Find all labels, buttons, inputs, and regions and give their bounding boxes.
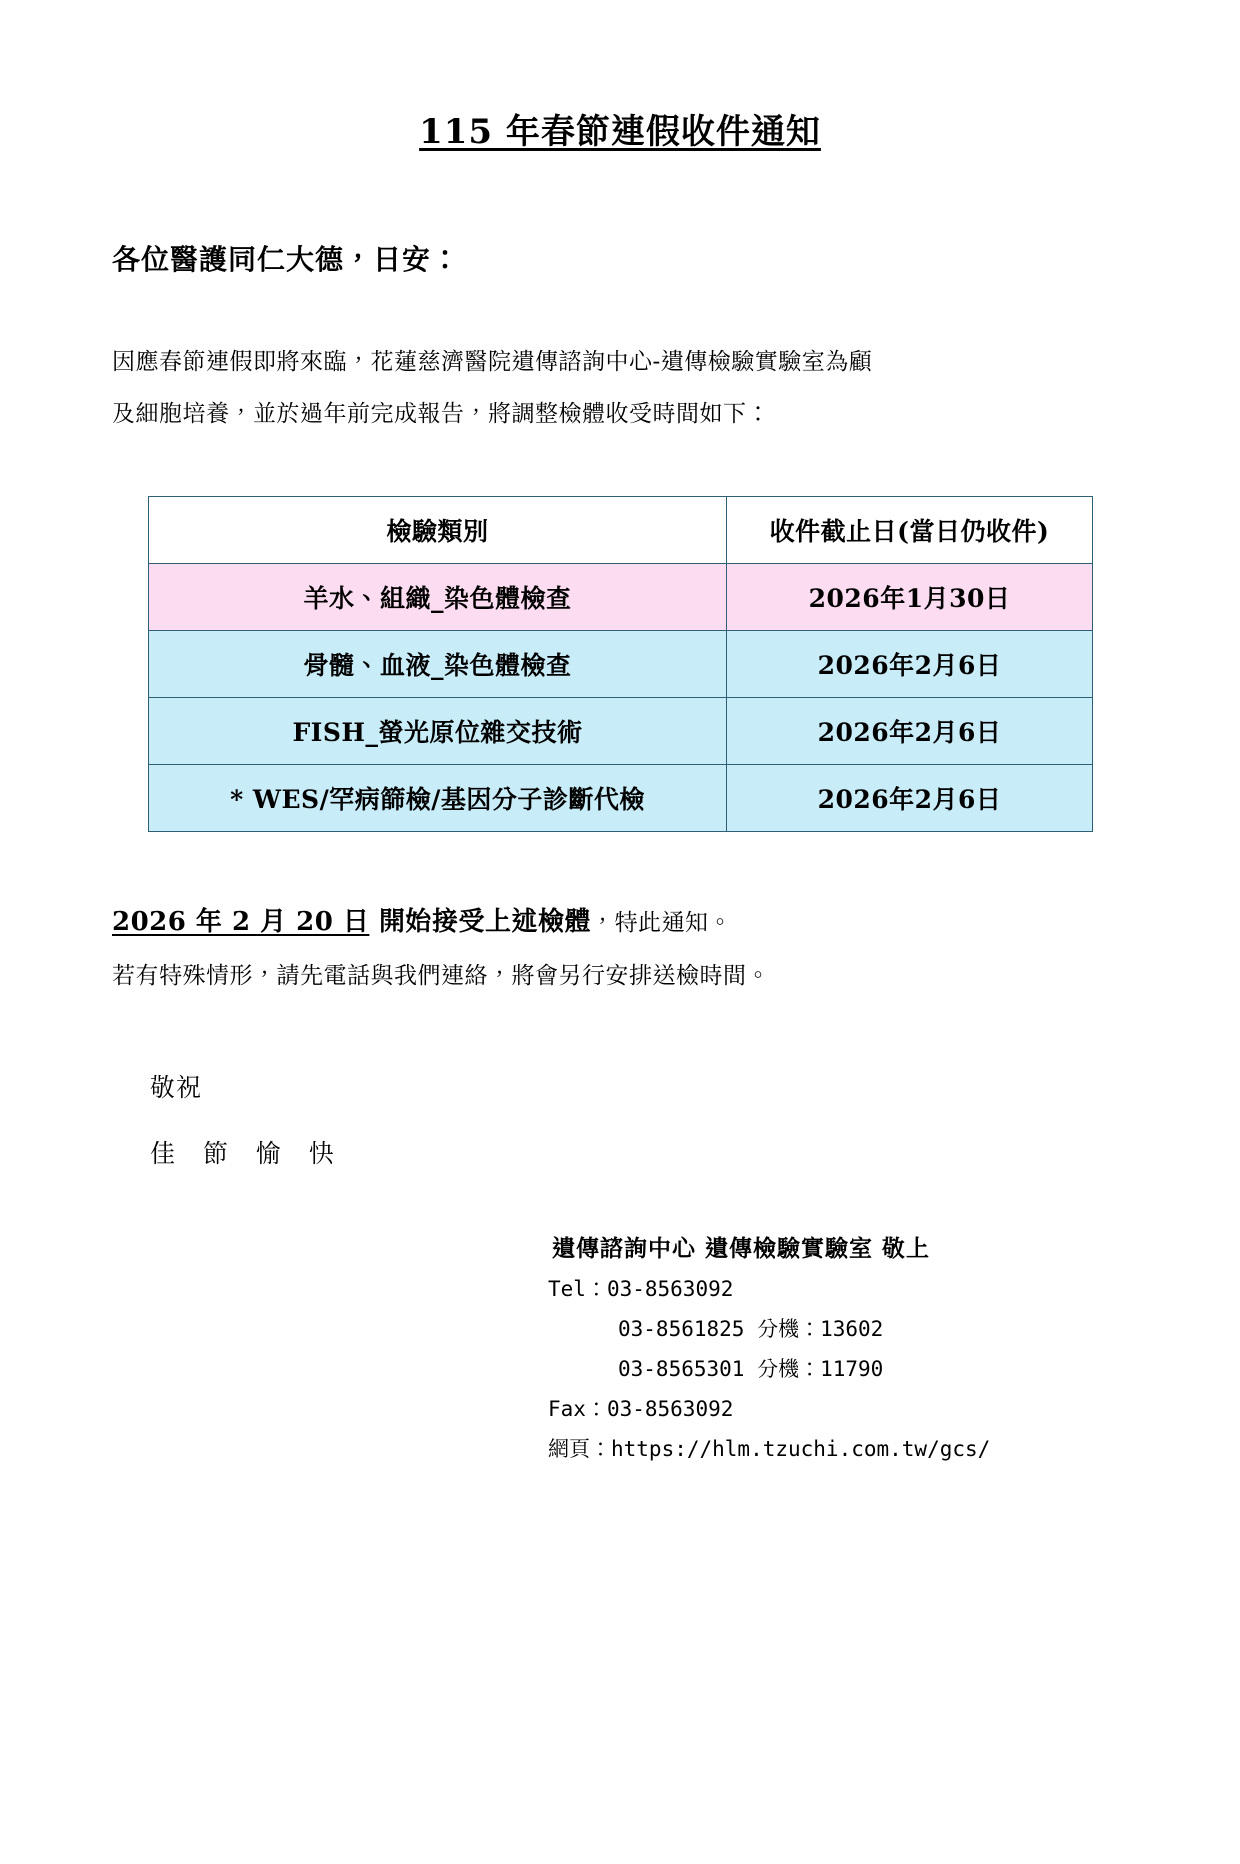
intro-line-2: 及細胞培養，並於過年前完成報告，將調整檢體收受時間如下： (112, 401, 770, 428)
resume-text: 開始接受上述檢體 (378, 907, 591, 938)
table-cell-test-type: * WES/罕病篩檢/基因分子診斷代檢 (149, 765, 727, 832)
resume-tail: ，特此通知。 (590, 910, 732, 937)
table-cell-deadline: 2026年2月6日 (727, 765, 1093, 832)
signature-block (0, 1229, 1240, 1469)
fax-label: Fax： (548, 1397, 607, 1422)
resume-date: 2026 年 2 月 20 日 (112, 907, 370, 938)
table-cell-deadline: 2026年2月6日 (727, 631, 1093, 698)
tel-value-1: 03-8563092 (606, 1277, 734, 1302)
web-label: 網頁： (548, 1437, 611, 1462)
table-row (149, 698, 1093, 765)
table-row (149, 631, 1093, 698)
intro-line-1: 因應春節連假即將來臨，花蓮慈濟醫院遺傳諮詢中心-遺傳檢驗實驗室為顧 (112, 349, 873, 376)
resume-notice-line (112, 896, 1122, 949)
page-title-text: 115 年春節連假收件通知 (419, 112, 821, 152)
table-cell-deadline: 2026年1月30日 (727, 564, 1093, 631)
closing-greeting: 敬祝 (150, 1073, 203, 1103)
signature-tel-3 (548, 1349, 1240, 1389)
intro-paragraph (112, 336, 1122, 440)
tel-value-2: 03-8561825 分機：13602 (618, 1317, 884, 1342)
salutation: 各位醫護同仁大德，日安： (112, 243, 461, 277)
table-cell-test-type: 羊水、組織_染色體檢查 (149, 564, 727, 631)
special-case-note: 若有特殊情形，請先電話與我們連絡，將會另行安排送檢時間。 (112, 963, 770, 990)
signature-tel-1 (548, 1269, 1240, 1309)
web-url[interactable]: https://hlm.tzuchi.com.tw/gcs/ (611, 1437, 991, 1462)
table-header-deadline: 收件截止日(當日仍收件) (727, 497, 1093, 564)
schedule-table-container (148, 496, 1240, 832)
table-header-test-type: 檢驗類別 (149, 497, 727, 564)
table-row (149, 564, 1093, 631)
table-cell-deadline: 2026年2月6日 (727, 698, 1093, 765)
schedule-table (148, 496, 1093, 832)
table-cell-test-type: FISH_螢光原位雜交技術 (149, 698, 727, 765)
signature-organization: 遺傳諮詢中心 遺傳檢驗實驗室 敬上 (552, 1235, 931, 1263)
signature-tel-2 (548, 1309, 1240, 1349)
resume-notice-block (112, 896, 1122, 1003)
closing-wish: 佳 節 愉 快 (150, 1139, 344, 1169)
signature-website (548, 1429, 1240, 1469)
tel-value-3: 03-8565301 分機：11790 (618, 1357, 884, 1382)
signature-fax (548, 1389, 1240, 1429)
closing-block (150, 1055, 1240, 1187)
page-title (0, 110, 1240, 154)
table-row (149, 765, 1093, 832)
fax-value: 03-8563092 (606, 1397, 734, 1422)
tel-label: Tel： (548, 1277, 607, 1302)
document-page (0, 110, 1240, 1864)
table-header-row (149, 497, 1093, 564)
table-cell-test-type: 骨髓、血液_染色體檢查 (149, 631, 727, 698)
